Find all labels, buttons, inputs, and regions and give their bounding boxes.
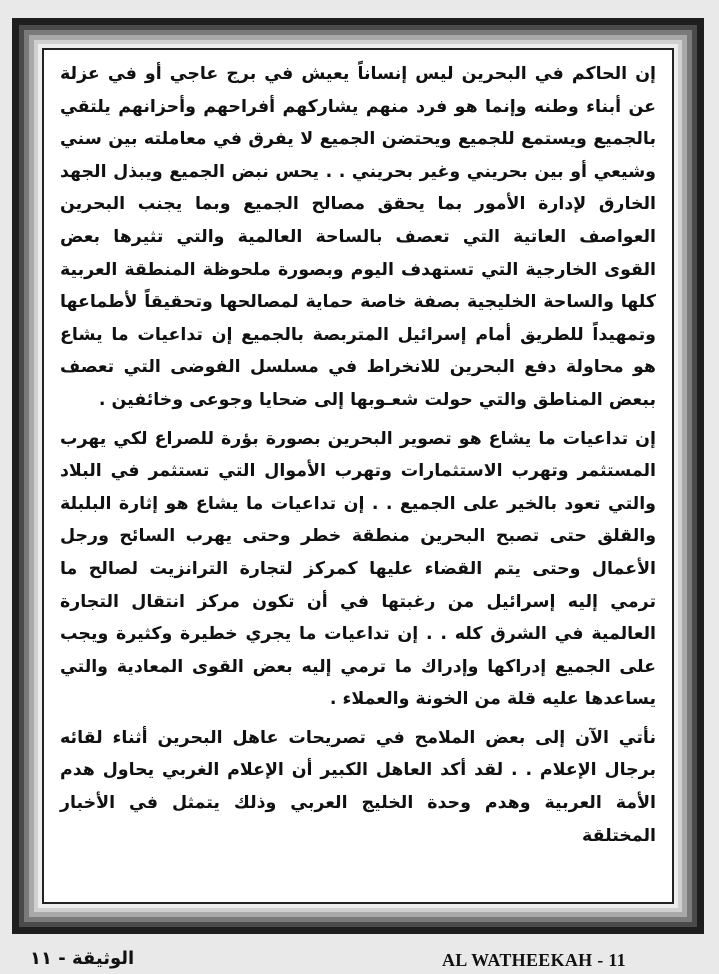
page-frame [12,18,704,934]
paragraph-3: نأتي الآن إلى بعض الملامح في تصريحات عاهل البحرين أثناء لقائه برجال الإعلام . . لقد أكد العاهل الكبير أن الإعلام الغربي يحاول هدم الأمة العربية وهدم وحدة الخليج العربي وذلك يتمثل في الأخبار المختلقة [60,727,656,846]
paragraph-1: إن الحاكم في البحرين ليس إنساناً يعيش في برج عاجي أو في عزلة عن أبناء وطنه وإنما هو فرد منهم يشاركهم أفراحهم وأحزانهم يلتقي بالجميع ويستمع للجميع ويحتضن الجميع لا يفرق في معاملته بين سني وشيعي أو بين بحريني وغير بحريني . . يحس نبض الجميع ويبذل الجهد الخارق لإدارة الأمور بما يحقق مصالح الجميع وبما يجنب البحرين العواصف العاتية التي تعصف بالساحة العالمية والتي تثيرها بعض القوى الخارجية التي تستهدف اليوم وبصورة ملحوظة المنطقة العربية كلها والساحة الخليجية بصفة خاصة حماية لمصالحها وتحقيقاً لأطماعها وتمهيداً للطريق أمام إسرائيل المتربصة بالجميع إن تداعيات ما يشاع هو محاولة دفع البحرين للانخراط في مسلسل الفوضى التي تعصف ببعض المناطق والتي حولت شعـوبها إلى ضحايا وجوعى وخائفين . [60,64,656,410]
footer-english-page-number: AL WATHEEKAH - 11 [442,950,626,970]
footer-arabic-page-number: الوثيقة - ١١ [30,948,135,969]
text-panel [42,48,674,904]
page-footer [0,944,719,974]
paragraph-2: إن تداعيات ما يشاع هو تصوير البحرين بصورة بؤرة للصراع لكي يهرب المستثمر وتهرب الاستثمارات وتهرب الأموال التي تستثمر في البلاد والتي تعود بالخير على الجميع . . إن تداعيات ما يشاع هو إثارة البلبلة والقلق حتى تصبح البحرين منطقة خطر وحتى يهرب السائح ورجل الأعمال وحتى يتم القضاء عليها كمركز لتجارة الترانزيت لصالح ما ترمي إليه إسرائيل من رغبتها في أن تكون مركز انتقال التجارة العالمية في الشرق كله . . إن تداعيات ما يجري خطيرة وكثيرة ويجب على الجميع إدراكها وإدراك ما ترمي إليه بعض القوى المعادية والتي يساعدها عليه قلة من الخونة والعملاء . [60,428,656,710]
